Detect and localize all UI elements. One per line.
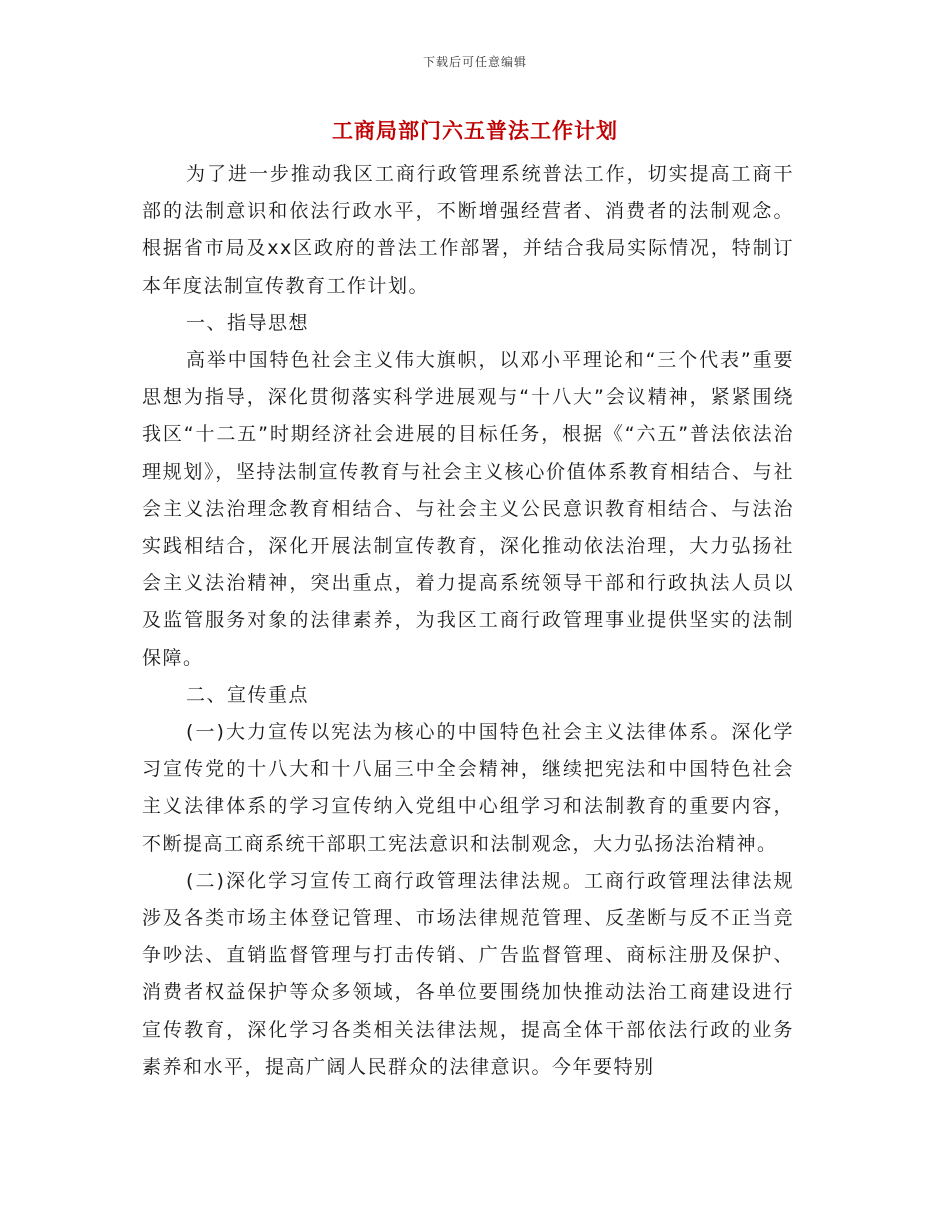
- document-title: 工商局部门六五普法工作计划: [332, 119, 618, 143]
- header-note: 下载后可任意编辑: [422, 55, 527, 69]
- intro-paragraph: 为了进一步推动我区工商行政管理系统普法工作，切实提高工商干部的法制意识和依法行政水平，不断增强经营者、消费者的法制观念。根据省市局及xx区政府的普法工作部署，并结合我局实际情况，特制订本年度法制宣传教育工作计划。: [142, 163, 794, 297]
- section-heading-guiding-ideology: 一、指导思想: [186, 311, 310, 334]
- publicity-item-1-paragraph: (一)大力宣传以宪法为核心的中国特色社会主义法律体系。深化学习宣传党的十八大和十八届三中全会精神，继续把宪法和中国特色社会主义法律体系的学习宣传纳入党组中心组学习和法制教育的重要内容，不断提高工商系统干部职工宪法意识和法制观念，大力弘扬法治精神。: [142, 721, 794, 855]
- document-body: [142, 156, 794, 1086]
- guiding-ideology-paragraph: 高举中国特色社会主义伟大旗帜，以邓小平理论和“三个代表”重要思想为指导，深化贯彻落实科学进展观与“十八大”会议精神，紧紧围绕我区“十二五”时期经济社会进展的目标任务，根据《“六五”普法依法治理规划》，坚持法制宣传教育与社会主义核心价值体系教育相结合、与社会主义法治理念教育相结合、与社会主义公民意识教育相结合、与法治实践相结合，深化开展法制宣传教育，深化推动依法治理，大力弘扬社会主义法治精神，突出重点，着力提高系统领导干部和行政执法人员以及监管服务对象的法律素养，为我区工商行政管理事业提供坚实的法制保障。: [142, 349, 794, 669]
- publicity-item-2-paragraph: (二)深化学习宣传工商行政管理法律法规。工商行政管理法律法规涉及各类市场主体登记管理、市场法律规范管理、反垄断与反不正当竞争吵法、直销监督管理与打击传销、广告监督管理、商标注册及保护、消费者权益保护等众多领域，各单位要围绕加快推动法治工商建设进行宣传教育，深化学习各类相关法律法规，提高全体干部依法行政的业务素养和水平，提高广阔人民群众的法律意识。今年要特别: [142, 869, 794, 1078]
- section-heading-publicity-focus: 二、宣传重点: [186, 683, 310, 706]
